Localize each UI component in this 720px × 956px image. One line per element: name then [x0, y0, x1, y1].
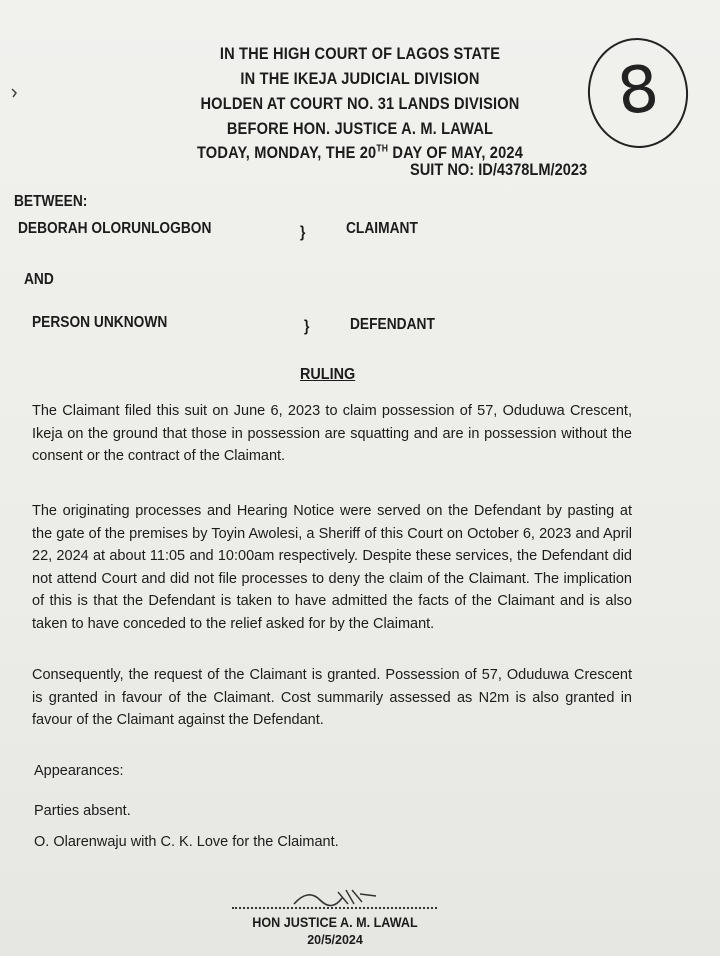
- presiding-judge: BEFORE HON. JUSTICE A. M. LAWAL: [226, 119, 494, 138]
- suit-number: SUIT NO: ID/4378LM/2023: [410, 160, 588, 179]
- signature-date: 20/5/2024: [307, 933, 363, 947]
- claimant-name: DEBORAH OLORUNLOGBON: [18, 220, 212, 237]
- claimant-bracket: }: [300, 224, 306, 241]
- ruling-paragraph-3: Consequently, the request of the Claimant is granted. Possession of 57, Oduduwa Crescent is granted in favour of the Claimant. Cost summarily assessed as N2m is also granted in favour of the Claimant against the Defendant.: [32, 667, 632, 728]
- appearances-line-2: O. Olarenwaju with C. K. Love for the Claimant.: [34, 834, 339, 850]
- page-number: 8: [614, 52, 663, 130]
- court-number: HOLDEN AT COURT NO. 31 LANDS DIVISION: [200, 94, 520, 113]
- and-label: AND: [24, 271, 54, 288]
- court-name: IN THE HIGH COURT OF LAGOS STATE: [219, 44, 501, 63]
- signatory-name: HON JUSTICE A. M. LAWAL: [252, 914, 418, 930]
- ruling-title: RULING: [300, 366, 356, 383]
- defendant-name: PERSON UNKNOWN: [32, 314, 168, 331]
- page-number-marker: [583, 33, 694, 153]
- defendant-role: DEFENDANT: [350, 316, 435, 333]
- ruling-paragraph-2: The originating processes and Hearing Notice were served on the Defendant by pasting at the gate of the premises by Toyin Awolesi, a Sheriff of this Court on October 6, 2023 and April 22, 2024 at about 11:05 and 10:00am respectively. Despite these services, the Defendant did not attend Court and did not file processes to deny the claim of the Claimant. The implication of this is that the Defendant is taken to have admitted the facts of the Claimant and is also taken to have conceded to the relief asked for by the Claimant.: [32, 503, 632, 632]
- appearances-title: Appearances:: [34, 763, 124, 779]
- hearing-date: TODAY, MONDAY, THE 20TH DAY OF MAY, 2024: [196, 143, 524, 162]
- judicial-division: IN THE IKEJA JUDICIAL DIVISION: [240, 69, 480, 88]
- judge-signature: [290, 880, 390, 910]
- stray-mark: [10, 88, 18, 98]
- appearances-line-1: Parties absent.: [34, 803, 131, 819]
- ruling-paragraph-1: The Claimant filed this suit on June 6, 2023 to claim possession of 57, Oduduwa Crescent, Ikeja on the ground that those in possession are squatting and are in possession without the consent or the contract of the Claimant.: [32, 403, 632, 464]
- signature-line: [232, 907, 437, 909]
- defendant-bracket: }: [304, 318, 310, 335]
- claimant-role: CLAIMANT: [346, 220, 418, 237]
- between-label: BETWEEN:: [14, 193, 88, 210]
